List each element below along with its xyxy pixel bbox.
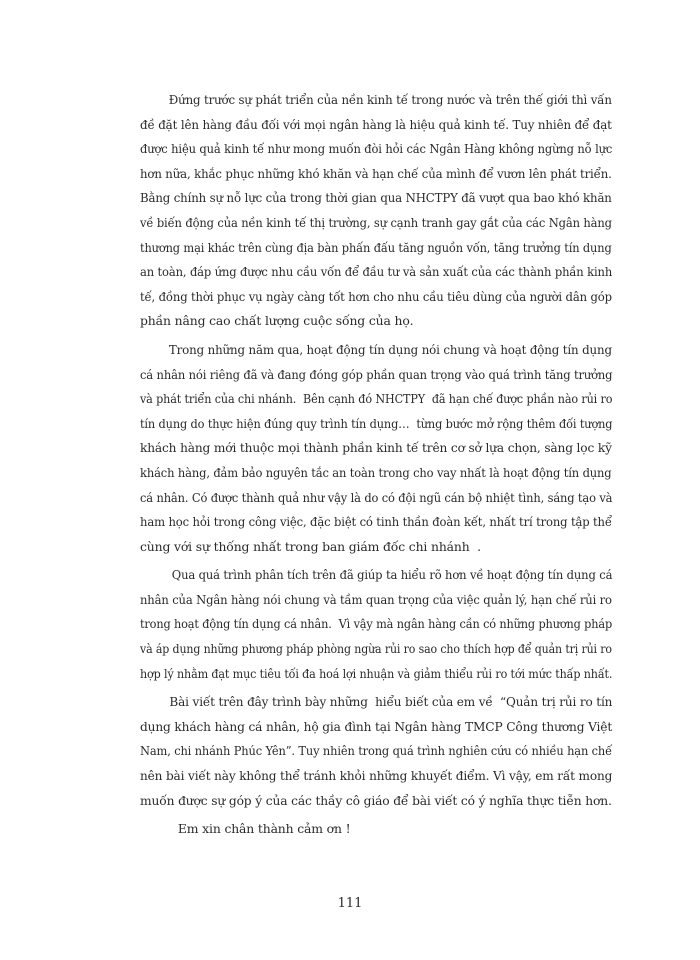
paragraph	[140, 817, 612, 842]
text-line: Qua quá trình phân tích trên đã giúp ta hiểu rõ hơn về hoạt động tín dụng cá	[140, 567, 613, 583]
text-line: khách hàng, đảm bảo nguyên tắc an toàn trong cho vay nhất là hoạt động tín dụng	[140, 464, 612, 480]
text-line: Bằng chính sự nỗ lực của trong thời gian qua NHCTPY đã vượt qua bao khó khăn	[140, 190, 612, 206]
body-text	[140, 88, 612, 846]
text-line: thương mại khác trên cùng địa bàn phấn đấu tăng nguồn vốn, tăng trưởng tín dụng	[140, 239, 612, 255]
text-line: ham học hỏi trong công việc, đặc biệt có tinh thần đoàn kết, nhất trí trong tập thể	[140, 514, 612, 530]
text-line: cùng với sự thống nhất trong ban giám đốc chi nhánh .	[140, 538, 481, 554]
text-line: và phát triển của chi nhánh. Bên cạnh đó NHCTPY đã hạn chế được phần nào rủi ro	[140, 391, 613, 407]
text-line: tín dụng do thực hiện đúng quy trình tín dụng… từng bước mở rộng thêm đối tượng	[140, 415, 613, 431]
text-line: tế, đồng thời phục vụ ngày càng tốt hơn cho nhu cầu tiêu dùng của người dân góp	[140, 288, 612, 304]
text-line: dụng khách hàng cá nhân, hộ gia đình tại Ngân hàng TMCP Công thương Việt	[140, 718, 613, 734]
text-line: hơn nữa, khắc phục những khó khăn và hạn chế của mình để vươn lên phát triển.	[140, 165, 612, 181]
paragraph	[140, 88, 612, 334]
paragraph	[140, 563, 612, 686]
text-line: Em xin chân thành cảm ơn !	[140, 821, 351, 837]
text-line: về biến động của nền kinh tế thị trường, sự cạnh tranh gay gắt của các Ngân hàng	[140, 214, 612, 230]
text-line: muốn được sự góp ý của các thầy cô giáo để bài viết có ý nghĩa thực tiễn hơn.	[140, 792, 612, 808]
text-line: và áp dụng những phương pháp phòng ngừa rủi ro sao cho thích hợp để quản trị rủi ro	[140, 641, 612, 657]
text-line: nên bài viết này không thể tránh khỏi những khuyết điểm. Vì vậy, em rất mong	[140, 768, 613, 784]
text-line: Bài viết trên đây trình bày những hiểu biết của em về “Quản trị rủi ro tín	[140, 694, 613, 710]
text-line: hợp lý nhằm đạt mục tiêu tối đa hoá lợi nhuận và giảm thiểu rủi ro tới mức thấp nhất.	[140, 665, 613, 681]
text-line: Trong những năm qua, hoạt động tín dụng nói chung và hoạt động tín dụng	[140, 341, 612, 357]
text-line: phần nâng cao chất lượng cuộc sống của họ.	[140, 313, 414, 329]
text-line: nhân của Ngân hàng nói chung và tầm quan trọng của việc quản lý, hạn chế rủi ro	[140, 591, 612, 607]
text-line: được hiệu quả kinh tế như mong muốn đòi hỏi các Ngân Hàng không ngừng nỗ lực	[140, 141, 613, 157]
text-line: an toàn, đáp ứng được nhu cầu vốn để đầu tư và sản xuất của các thành phần kinh	[140, 264, 613, 280]
paragraph	[140, 338, 612, 559]
page-number: 111	[337, 896, 363, 911]
text-line: Đứng trước sự phát triển của nền kinh tế trong nước và trên thế giới thì vấn	[140, 92, 612, 107]
paragraph	[140, 690, 612, 813]
text-line: khách hàng mới thuộc mọi thành phần kinh tế trên cơ sở lựa chọn, sàng lọc kỹ	[140, 440, 612, 456]
text-line: cá nhân. Có được thành quả như vậy là do có đội ngũ cán bộ nhiệt tình, sáng tạo và	[140, 489, 613, 505]
text-line: trong hoạt động tín dụng cá nhân. Vì vậy mà ngân hàng cần có những phương pháp	[140, 616, 613, 632]
text-line: đề đặt lên hàng đầu đối với mọi ngân hàng là hiệu quả kinh tế. Tuy nhiên để đạt	[140, 116, 612, 132]
text-line: Nam, chi nhánh Phúc Yên”. Tuy nhiên trong quá trình nghiên cứu có nhiều hạn chế	[140, 743, 613, 759]
text-line: cá nhân nói riêng đã và đang đóng góp phần quan trọng vào quá trình tăng trưởng	[140, 366, 613, 382]
